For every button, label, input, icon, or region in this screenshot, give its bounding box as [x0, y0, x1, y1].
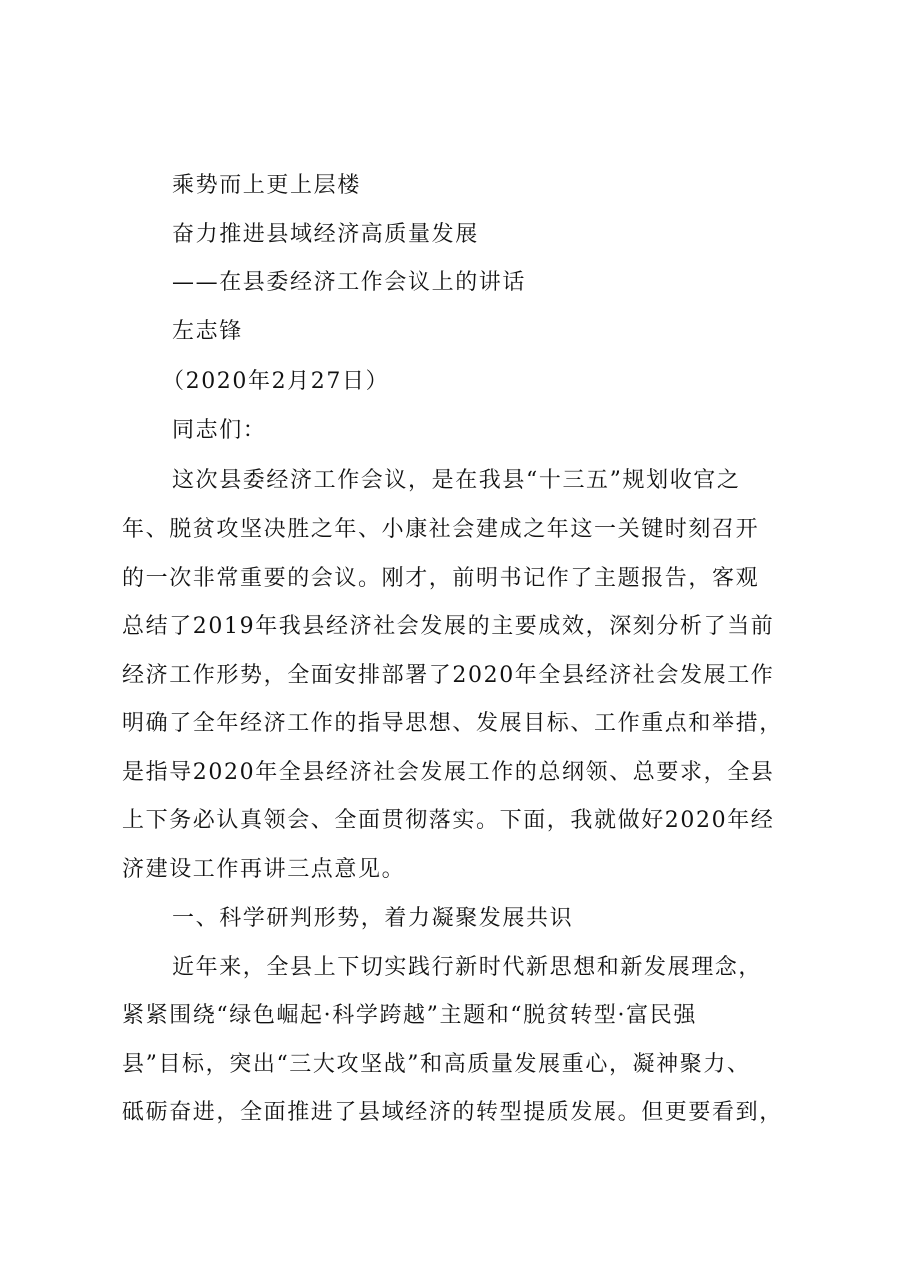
paragraph-2-line: 近年来，全县上下切实践行新时代新思想和新发展理念， — [172, 955, 763, 980]
paragraph-2-line: 紧紧围绕“绿色崛起·科学跨越”主题和“脱贫转型·富民强 — [122, 1003, 697, 1028]
paragraph-1-line: 总结了2019年我县经济社会发展的主要成效，深刻分析了当前 — [122, 614, 775, 639]
paragraph-1-line: 上下务必认真领会、全面贯彻落实。下面，我就做好2020年经 — [122, 808, 775, 833]
paragraph-1-line: 济建设工作再讲三点意见。 — [122, 857, 406, 882]
paragraph-2-line: 县”目标，突出“三大攻坚战”和高质量发展重心，凝神聚力、 — [122, 1052, 751, 1077]
paragraph-1-line: 这次县委经济工作会议，是在我县“十三五”规划收官之 — [172, 468, 741, 493]
title-line-2: 奋力推进县域经济高质量发展 — [172, 222, 479, 247]
salutation: 同志们： — [172, 418, 267, 443]
paragraph-1-line: 明确了全年经济工作的指导思想、发展目标、工作重点和举措， — [122, 711, 783, 736]
paragraph-2-line: 砥砺奋进，全面推进了县域经济的转型提质发展。但更要看到， — [122, 1100, 783, 1125]
speech-date: （2020年2月27日） — [162, 369, 390, 394]
section-1-heading: 一、科学研判形势，着力凝聚发展共识 — [172, 906, 574, 931]
speech-subtitle: ——在县委经济工作会议上的讲话 — [172, 270, 527, 295]
paragraph-1-line: 的一次非常重要的会议。刚才，前明书记作了主题报告，客观 — [122, 566, 760, 591]
paragraph-1-line: 是指导2020年全县经济社会发展工作的总纲领、总要求，全县 — [122, 760, 775, 785]
paragraph-1-line: 经济工作形势，全面安排部署了2020年全县经济社会发展工作 — [122, 663, 775, 688]
title-line-1: 乘势而上更上层楼 — [172, 173, 361, 198]
author-name: 左志锋 — [172, 319, 243, 344]
paragraph-1-line: 年、脱贫攻坚决胜之年、小康社会建成之年这一关键时刻召开 — [122, 517, 760, 542]
